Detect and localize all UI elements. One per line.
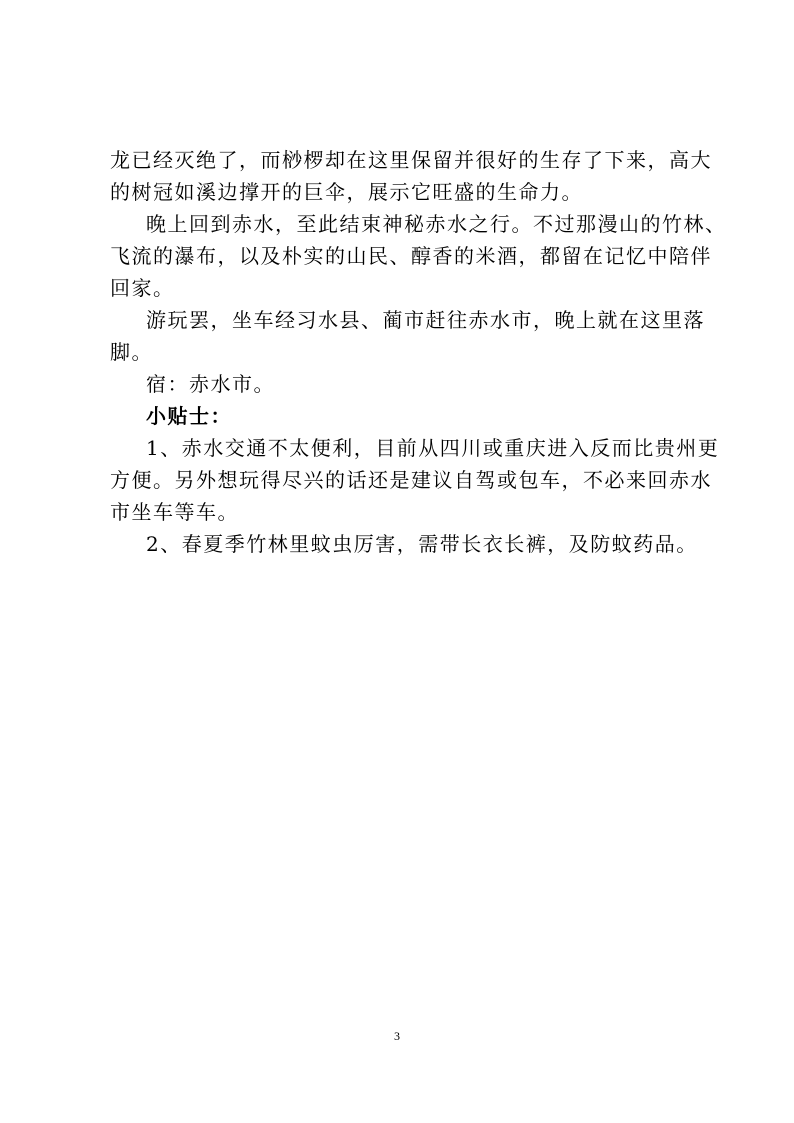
tip-item-transport bbox=[110, 432, 720, 528]
paragraph-lodging bbox=[110, 368, 698, 400]
text-line: 1、赤水交通不太便利，目前从四川或重庆进入反而比贵州更 bbox=[146, 436, 720, 460]
text-line: 方便。另外想玩得尽兴的话还是建议自驾或包车，不必来回赤水 bbox=[110, 468, 712, 492]
paragraph-continuation bbox=[110, 144, 712, 208]
paragraph-evening-return bbox=[110, 208, 727, 304]
text-line: 回家。 bbox=[110, 276, 175, 300]
tip-item-mosquitoes bbox=[110, 528, 698, 560]
page-number: 3 bbox=[394, 1029, 400, 1043]
text-line: 飞流的瀑布，以及朴实的山民、醇香的米酒，都留在记忆中陪伴 bbox=[110, 244, 712, 268]
text-line: 晚上回到赤水，至此结束神秘赤水之行。不过那漫山的竹林、 bbox=[146, 212, 727, 236]
text-line: 的树冠如溪边撑开的巨伞，展示它旺盛的生命力。 bbox=[110, 180, 583, 204]
page-content bbox=[110, 144, 727, 560]
text-line: 市坐车等车。 bbox=[110, 500, 239, 524]
text-line: 脚。 bbox=[110, 340, 153, 364]
tips-heading: 小贴士： bbox=[146, 404, 232, 428]
text-line: 宿：赤水市。 bbox=[146, 372, 275, 396]
text-line: 2、春夏季竹林里蚊虫厉害，需带长衣长裤，及防蚊药品。 bbox=[146, 532, 698, 556]
paragraph-travel-route bbox=[110, 304, 705, 368]
text-line: 游玩罢，坐车经习水县、蔺市赶往赤水市，晚上就在这里落 bbox=[146, 308, 705, 332]
text-line: 龙已经灭绝了，而桫椤却在这里保留并很好的生存了下来，高大 bbox=[110, 148, 712, 172]
